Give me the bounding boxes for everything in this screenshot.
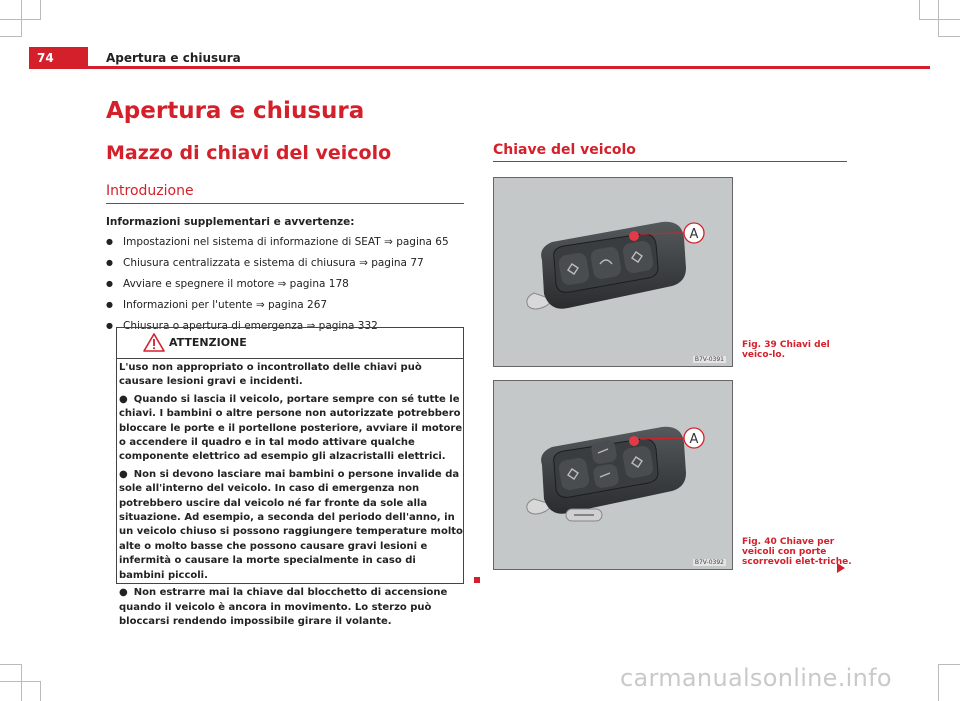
intro-list (106, 234, 464, 339)
continue-arrow-icon[interactable] (837, 563, 845, 573)
warning-item (119, 586, 463, 629)
warning-item (119, 468, 463, 583)
subsection-rule (106, 203, 464, 204)
page-number: 74 (29, 47, 88, 69)
section-title: Mazzo di chiavi del veicolo (106, 142, 392, 164)
right-section-rule (493, 161, 847, 162)
right-section-title: Chiave del veicolo (493, 142, 636, 158)
crop-mark (0, 681, 41, 682)
warning-header (117, 328, 463, 359)
figure-callout: A (689, 432, 699, 447)
figure-callout: A (689, 227, 699, 242)
crop-mark (40, 0, 41, 20)
header-rule (88, 66, 930, 69)
figure-code: B7V-0391 (694, 356, 724, 363)
warning-item-text: Non estrarre mai la chiave dal blocchetto di accensione quando il veicolo è ancora in movimento. Lo sterzo può bloccarsi rendendo impossibile girare il volante. (119, 587, 448, 627)
crop-mark (21, 664, 22, 701)
crop-mark (919, 0, 920, 20)
end-of-section-marker (474, 577, 480, 583)
key-fob-illustration (494, 178, 732, 366)
figure-vehicle-key (493, 177, 733, 367)
running-title: Apertura e chiusura (106, 51, 241, 65)
figure-code: B7V-0392 (694, 559, 724, 566)
figure-caption: Fig. 40 Chiave per veicoli con porte scorrevoli elet-triche. (742, 537, 852, 567)
crop-mark (919, 19, 960, 20)
bullet-glyph: ● (119, 587, 128, 599)
intro-label: Informazioni supplementari e avvertenze: (106, 216, 355, 228)
list-item[interactable]: ● Avviare e spegnere il motore ⇒ pagina 178 (106, 276, 464, 297)
bullet-glyph: ● (119, 393, 128, 405)
key-fob-illustration (494, 381, 732, 569)
list-item[interactable]: ● Chiusura centralizzata e sistema di chiusura ⇒ pagina 77 (106, 255, 464, 276)
warning-title: ATTENZIONE (169, 336, 247, 349)
watermark: carmanualsonline.info (620, 664, 892, 692)
crop-mark (938, 664, 939, 701)
chapter-title: Apertura e chiusura (106, 98, 365, 124)
crop-mark (21, 0, 22, 36)
crop-mark (938, 0, 939, 36)
warning-icon (143, 333, 165, 352)
warning-item-text: Non si devono lasciare mai bambini o persone invalide da sole all'interno del veicolo. In caso di emergenza non potrebbero uscire dal veicolo né far fronte da sole alla situazione. Ad esempio, a seconda del periodo dell'anno, in un veicolo chiuso si possono raggiungere temperature molto alte o molto basse che possono causare gravi lesioni e infermità o causare la morte specialmente in caso di bambini piccoli. (119, 468, 463, 581)
crop-mark (938, 664, 960, 665)
list-item[interactable]: ● Informazioni per l'utente ⇒ pagina 267 (106, 297, 464, 318)
warning-lead: L'uso non appropriato o incontrollato delle chiavi può causare lesioni gravi e incidenti. (119, 362, 422, 388)
crop-mark (0, 19, 41, 20)
crop-mark (938, 36, 960, 37)
crop-mark (0, 36, 22, 37)
bullet-glyph: ● (119, 468, 128, 480)
warning-body (117, 359, 465, 632)
figure-vehicle-key-sliding-doors (493, 380, 733, 570)
list-item[interactable]: ● Impostazioni nel sistema di informazione di SEAT ⇒ pagina 65 (106, 234, 464, 255)
warning-item (119, 393, 463, 465)
warning-box (116, 327, 464, 627)
list-item[interactable]: ● Chiusura o apertura di emergenza ⇒ pagina 332 (106, 318, 464, 339)
crop-mark (0, 664, 22, 665)
figure-caption: Fig. 39 Chiavi del veico-lo. (742, 340, 830, 360)
warning-item-text: Quando si lascia il veicolo, portare sempre con sé tutte le chiavi. I bambini o altre persone non autorizzate potrebbero bloccare le porte e il portellone posteriore, avviare il motore o accendere il quadro e in tal modo attivare qualche componente elettrico ad esempio gli alzacristalli elettrici. (119, 393, 463, 463)
crop-mark (40, 681, 41, 701)
subsection-title: Introduzione (106, 183, 194, 199)
